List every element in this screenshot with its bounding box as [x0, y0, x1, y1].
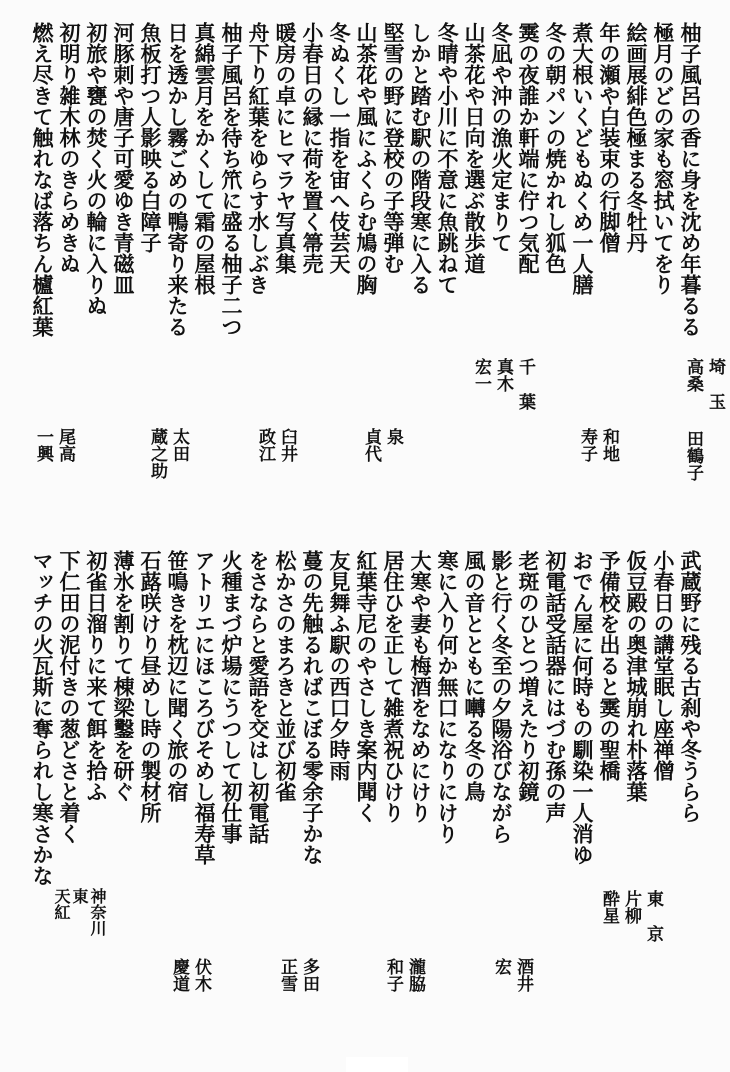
poem: 初雀日溜りに来て餌を拾ふ [84, 550, 109, 802]
author-credit [360, 428, 404, 470]
author-surname: 泉 [383, 428, 403, 445]
author-given: 寿子 [577, 428, 597, 462]
author-surname: 和地 [599, 428, 619, 462]
poem: 初電話受話器にはづむ孫の声 [543, 550, 568, 823]
author-given: 慶道 [169, 958, 189, 992]
poem: 霙の夜誰か軒端に佇つ気配 [516, 22, 541, 274]
poem: 堅雪の野に登校の子等弾む [381, 22, 406, 274]
poem: 居住ひを正して雑煮祝ひけり [381, 550, 406, 823]
poem: 柚子風呂を待ち笊に盛る柚子二つ [219, 22, 244, 337]
poem: おでん屋に何時もの馴染一人消ゆ [570, 550, 595, 865]
poem: 大寒や妻も梅酒をなめにけり [408, 550, 433, 823]
scan-artifact [346, 1057, 408, 1072]
poem: 柚子風呂の香に身を沈め年暮るる [678, 22, 703, 337]
author-credit [168, 958, 212, 992]
poem: 薄氷を割りて棟梁鑿を研ぐ [111, 550, 136, 802]
author-given: 蔵之助 [147, 428, 167, 479]
author-credit [146, 428, 190, 479]
poem: 年の瀬や白装束の行脚僧 [597, 22, 622, 253]
author-given: 正雪 [277, 958, 297, 992]
poem: 絵画展緋色極まる冬牡丹 [624, 22, 649, 253]
author-given: 一興 [33, 428, 53, 462]
author-credit [254, 428, 298, 462]
poem: 暖房の卓にヒマラヤ写真集 [273, 22, 298, 274]
author-surname: 伏木 [191, 958, 211, 992]
poem: 山茶花や風にふくらむ鳩の胸 [354, 22, 379, 295]
author-surname: 多田 [299, 958, 319, 992]
poem: 予備校を出ると霙の聖橋 [597, 550, 622, 781]
author-surname: 尾高 [55, 428, 75, 462]
poem: 山茶花や日向を選ぶ散歩道 [462, 22, 487, 274]
author-credit [52, 888, 106, 936]
author-given: 宏 [491, 958, 511, 975]
author-given: 酔星 [599, 890, 619, 924]
poem: 河豚刺や唐子可愛ゆき青磁皿 [111, 22, 136, 295]
poem: 冬ぬくし一指を宙へ伎芸天 [327, 22, 352, 274]
author-given: 天紅 [52, 888, 71, 920]
poem: 初明り雑木林のきらめきぬ [57, 22, 82, 274]
poem: 仮豆殿の奥津城崩れ朴落葉 [624, 550, 649, 802]
poem: 友見舞ふ駅の西口夕時雨 [327, 550, 352, 781]
author-surname: 真木 [493, 358, 513, 392]
author-prefecture: 千葉 [515, 358, 535, 428]
author-given: 宏一 [471, 358, 491, 392]
author-given: 貞代 [361, 428, 381, 462]
poem: 紅葉寺尼のやさしき案内聞く [354, 550, 379, 823]
author-prefecture: 神奈川 [88, 888, 107, 936]
author-prefecture: 東京 [643, 890, 663, 960]
author-surname: 東 [70, 888, 89, 904]
poem: 松かさのまろきと並び初雀 [273, 550, 298, 802]
poem: 初旅や甕の焚く火の輪に入りぬ [84, 22, 109, 316]
poem: 燃え尽きて触れなば落ちん櫨紅葉 [30, 22, 55, 337]
author-credit [682, 358, 726, 428]
poem: 舟下り紅葉をゆらす水しぶき [246, 22, 271, 295]
author-given: 和子 [383, 958, 403, 992]
poem: 極月のどの家も窓拭いてをり [651, 22, 676, 295]
author-credit [470, 358, 536, 428]
poem: 冬晴や小川に不意に魚跳ねて [435, 22, 460, 295]
author-credit [382, 958, 426, 992]
author-surname: 片柳 [621, 890, 641, 924]
poem: 寒に入り何か無口になりにけり [435, 550, 460, 844]
author-credit [490, 958, 534, 1000]
poem: 煮大根いくどもぬくめ一人膳 [570, 22, 595, 295]
poem: 影と行く冬至の夕陽浴びながら [489, 550, 514, 844]
author-credit [682, 430, 704, 481]
poem: 小春日の講堂眠し座禅僧 [651, 550, 676, 781]
poem: 火種まづ炉場にうつして初仕事 [219, 550, 244, 844]
author-prefecture: 埼玉 [705, 358, 725, 428]
poem: 下仁田の泥付きの葱どさと着く [57, 550, 82, 844]
author-surname: 太田 [169, 428, 189, 462]
poem: マッチの火瓦斯に奪られし寒さかな [30, 550, 55, 886]
poem: 小春日の縁に荷を置く箒売 [300, 22, 325, 274]
author-credit [598, 890, 664, 960]
poem: 石蕗咲けり昼めし時の製材所 [138, 550, 163, 823]
poem: 老斑のひとつ増えたり初鏡 [516, 550, 541, 802]
author-surname: 高桑 [683, 358, 703, 392]
author-credit [576, 428, 620, 462]
poem: 風の音とともに囀る冬の鳥 [462, 550, 487, 802]
poem: をさならと愛語を交はし初電話 [246, 550, 271, 844]
poem: 真綿雲月をかくして霜の屋根 [192, 22, 217, 295]
poem: アトリエにほころびそめし福寿草 [192, 550, 217, 865]
poem: 笹鳴きを枕辺に聞く旅の宿 [165, 550, 190, 802]
author-surname: 臼井 [277, 428, 297, 462]
poem: 冬の朝パンの焼かれし狐色 [543, 22, 568, 274]
poem: 日を透かし霧ごめの鴨寄り来たる [165, 22, 190, 337]
poem: 武蔵野に残る古刹や冬うらら [678, 550, 703, 823]
author-credit [32, 428, 76, 462]
author-surname: 酒井 [513, 958, 533, 992]
poem: 魚板打つ人影映る白障子 [138, 22, 163, 253]
author-surname: 瀧脇 [405, 958, 425, 992]
poem: 蔓の先触るればこぼる零余子かな [300, 550, 325, 865]
poem: 冬凪や沖の漁火定まりて [489, 22, 514, 253]
poem: しかと踏む駅の階段寒に入る [408, 22, 433, 295]
author-given: 田鶴子 [683, 430, 703, 481]
bottom-half [0, 540, 730, 1072]
author-credit [276, 958, 320, 992]
author-given: 政江 [255, 428, 275, 462]
